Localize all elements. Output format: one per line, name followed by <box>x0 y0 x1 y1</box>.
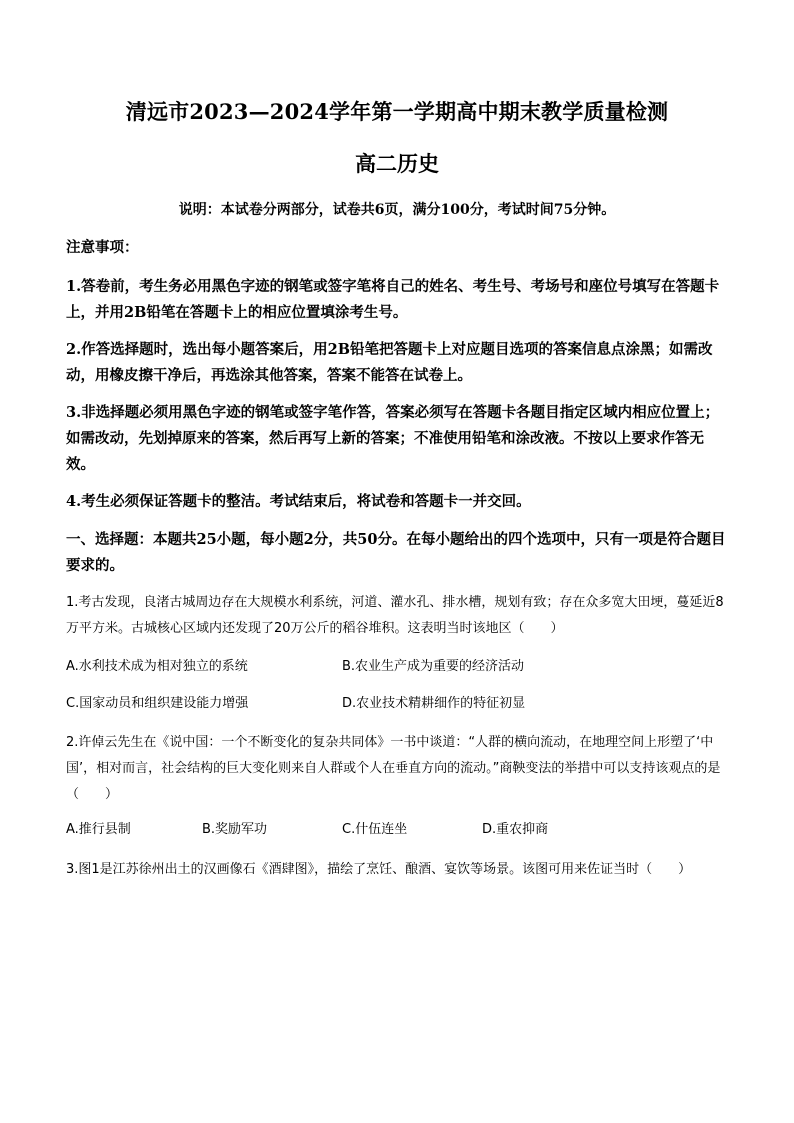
option-row <box>66 655 730 679</box>
note-item: 4.考生必须保证答题卡的整洁。考试结束后，将试卷和答题卡一并交回。 <box>66 493 531 510</box>
option-d: D.农业技术精耕细作的特征初显 <box>342 696 526 711</box>
option-d: D.重农抑商 <box>482 822 549 837</box>
option-c: C.国家动员和组织建设能力增强 <box>66 696 249 711</box>
section-heading: 一、选择题：本题共25小题，每小题2分，共50分。在每小题给出的四个选项中，只有一项是符合题目要求的。 <box>66 531 726 574</box>
note-item: 1.答卷前，考生务必用黑色字迹的钢笔或签字笔将自己的姓名、考生号、考场号和座位号填写在答题卡上，并用2B铅笔在答题卡上的相应位置填涂考生号。 <box>66 278 720 321</box>
question-stem: 3.图1是江苏徐州出土的汉画像石《酒肆图》，描绘了烹饪、酿酒、宴饮等场景。该图可用来佐证当时（ ） <box>66 862 692 877</box>
exam-description: 说明：本试卷分两部分，试卷共6页，满分100分，考试时间75分钟。 <box>178 202 616 218</box>
note-item: 3.非选择题必须用黑色字迹的钢笔或签字笔作答，答案必须写在答题卡各题目指定区域内相应位置上；如需改动，先划掉原来的答案，然后再写上新的答案；不准使用铅笔和涂改液。不按以上要求作答无效。 <box>66 404 720 473</box>
option-b: B.奖励军功 <box>202 822 268 837</box>
exam-title: 清远市2023—2024学年第一学期高中期末教学质量检测 <box>125 99 669 124</box>
note-item: 2.作答选择题时，选出每小题答案后，用2B铅笔把答题卡上对应题目选项的答案信息点涂黑；如需改动，用橡皮擦干净后，再选涂其他答案，答案不能答在试卷上。 <box>66 341 713 384</box>
option-b: B.农业生产成为重要的经济活动 <box>342 659 525 674</box>
option-a: A.推行县制 <box>66 822 131 837</box>
option-c: C.什伍连坐 <box>342 822 408 837</box>
question-stem: 1.考古发现，良渚古城周边存在大规模水利系统，河道、灌水孔、排水槽，规划有致；存在众多宽大田埂，蔓延近8万平方米。古城核心区域内还发现了20万公斤的稻谷堆积。这表明当时该地区（ ） <box>66 595 724 636</box>
option-a: A.水利技术成为相对独立的系统 <box>66 659 248 674</box>
option-row <box>66 692 730 716</box>
notes-heading: 注意事项： <box>66 239 139 256</box>
option-row <box>66 818 730 842</box>
question-stem: 2.许倬云先生在《说中国：一个不断变化的复杂共同体》一书中谈道：“人群的横向流动，在地理空间上形塑了‘中国’，相对而言，社会结构的巨大变化则来自人群或个人在垂直方向的流动。”商鞅变法的举措中可以支持该观点的是（ ） <box>66 735 721 802</box>
subject-title: 高二历史 <box>355 151 439 176</box>
